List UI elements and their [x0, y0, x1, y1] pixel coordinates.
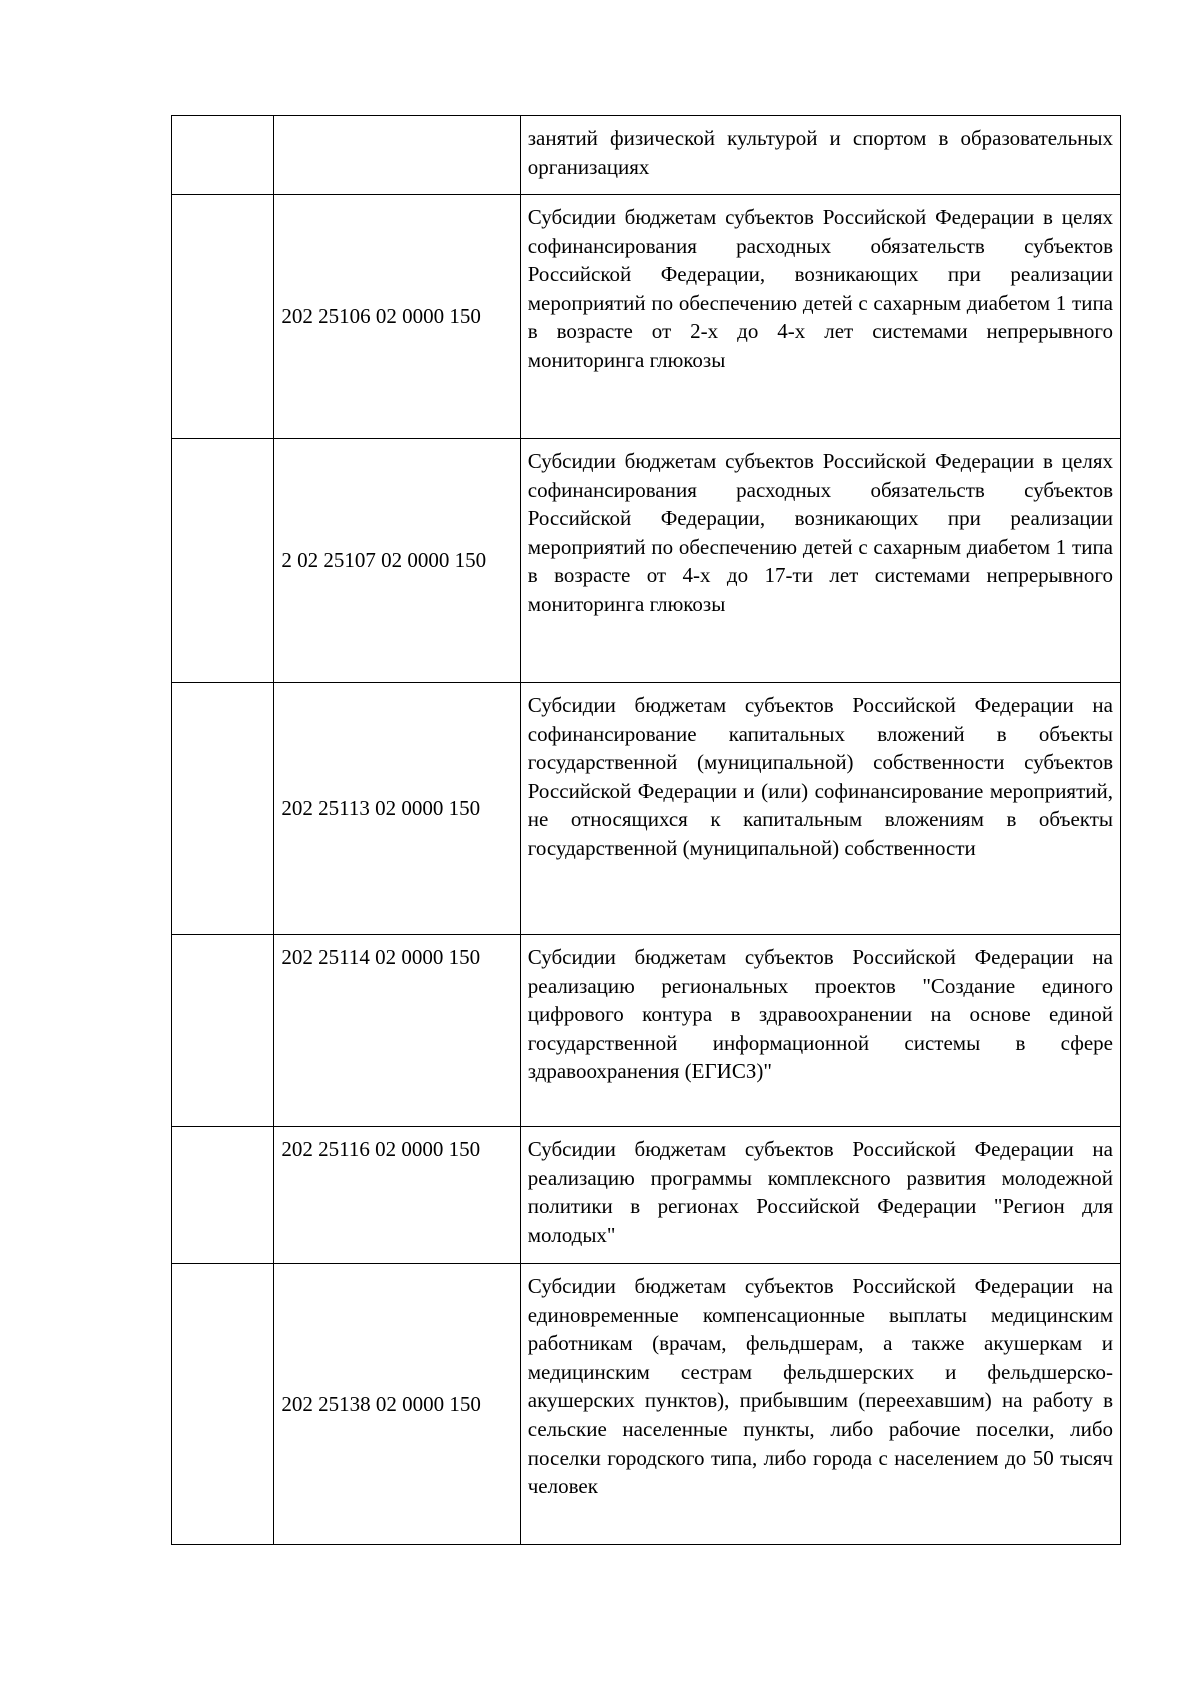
- code-cell: 2 02 25107 02 0000 150: [274, 439, 520, 683]
- table-row: [172, 439, 1121, 683]
- code-cell: 202 25138 02 0000 150: [274, 1264, 520, 1545]
- code-cell: 202 25116 02 0000 150: [274, 1127, 520, 1264]
- empty-cell: [172, 1127, 274, 1264]
- table-row: [172, 1127, 1121, 1264]
- description-cell: Субсидии бюджетам субъектов Российской Федерации на реализацию программы комплексного развития молодежной политики в регионах Российской Федерации "Регион для молодых": [520, 1127, 1120, 1264]
- table-row: [172, 935, 1121, 1127]
- description-cell: Субсидии бюджетам субъектов Российской Федерации на единовременные компенсационные выплаты медицинским работникам (врачам, фельдшерам, а также акушеркам и медицинским сестрам фельдшерских и фельдшерско-акушерских пунктов), прибывшим (переехавшим) на работу в сельские населенные пункты, либо рабочие поселки, либо поселки городского типа, либо города с населением до 50 тысяч человек: [520, 1264, 1120, 1545]
- budget-codes-table: [171, 115, 1121, 1545]
- empty-cell: [172, 439, 274, 683]
- code-cell: 202 25106 02 0000 150: [274, 195, 520, 439]
- empty-cell: [172, 116, 274, 195]
- table-row: [172, 683, 1121, 935]
- description-cell: Субсидии бюджетам субъектов Российской Федерации на софинансирование капитальных вложений в объекты государственной (муниципальной) собственности субъектов Российской Федерации и (или) софинансирование мероприятий, не относящихся к капитальным вложениям в объекты государственной (муниципальной) собственности: [520, 683, 1120, 935]
- description-cell: Субсидии бюджетам субъектов Российской Федерации в целях софинансирования расходных обязательств субъектов Российской Федерации, возникающих при реализации мероприятий по обеспечению детей с сахарным диабетом 1 типа в возрасте от 4-х до 17-ти лет системами непрерывного мониторинга глюкозы: [520, 439, 1120, 683]
- empty-cell: [172, 1264, 274, 1545]
- table-row: [172, 116, 1121, 195]
- code-cell: 202 25113 02 0000 150: [274, 683, 520, 935]
- empty-cell: [172, 195, 274, 439]
- empty-cell: [172, 935, 274, 1127]
- code-cell: [274, 116, 520, 195]
- code-cell: 202 25114 02 0000 150: [274, 935, 520, 1127]
- empty-cell: [172, 683, 274, 935]
- description-cell: Субсидии бюджетам субъектов Российской Федерации в целях софинансирования расходных обязательств субъектов Российской Федерации, возникающих при реализации мероприятий по обеспечению детей с сахарным диабетом 1 типа в возрасте от 2-х до 4-х лет системами непрерывного мониторинга глюкозы: [520, 195, 1120, 439]
- table-row: [172, 195, 1121, 439]
- table-row: [172, 1264, 1121, 1545]
- description-cell: Субсидии бюджетам субъектов Российской Федерации на реализацию региональных проектов "Создание единого цифрового контура в здравоохранении на основе единой государственной информационной системы в сфере здравоохранения (ЕГИСЗ)": [520, 935, 1120, 1127]
- description-cell: занятий физической культурой и спортом в образовательных организациях: [520, 116, 1120, 195]
